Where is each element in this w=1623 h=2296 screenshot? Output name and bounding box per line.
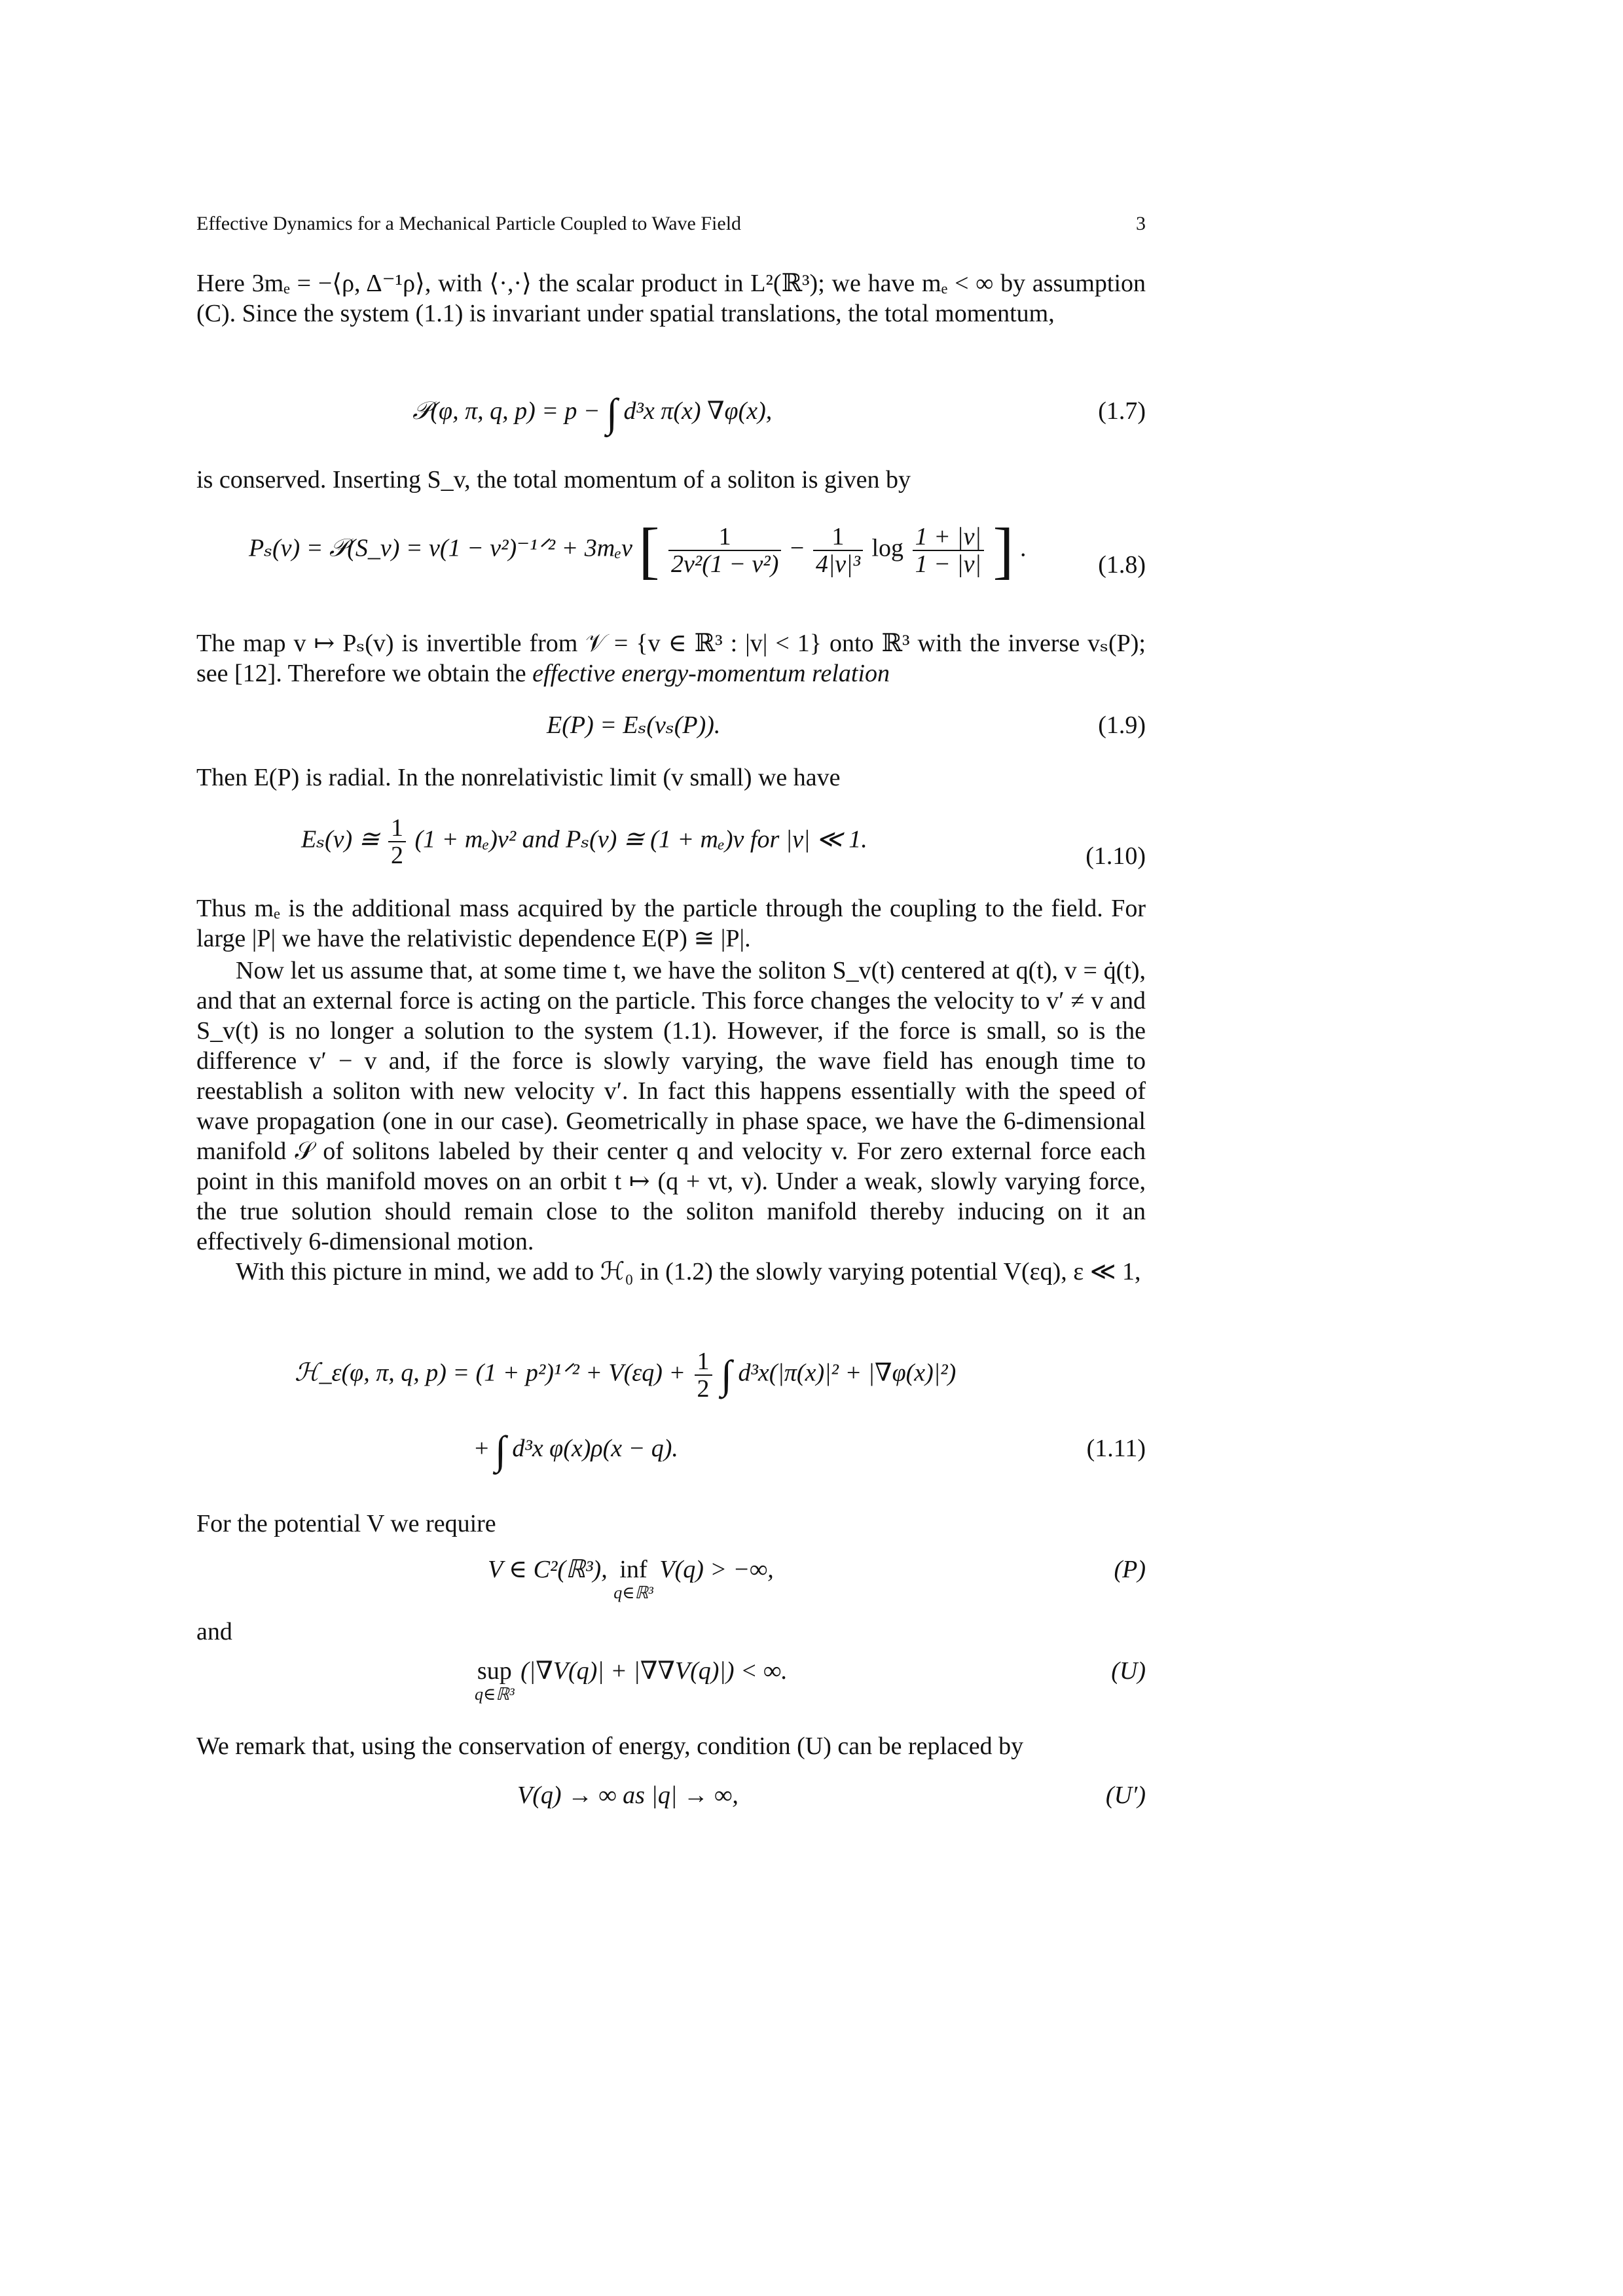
equation-1-8: Pₛ(v) = 𝒫(S_v) = v(1 − v²)⁻¹ᐟ² + 3mₑv [ $\frac{1}{\text{2v²(1 − v²)}}$ − $\frac{1}{\text{4|v|³}}$ log $\frac{1 + |v|}{1 - |v|}$ ] . (1.8) xyxy=(249,515,1146,585)
paragraph-2: is conserved. Inserting S_v, the total momentum of a soliton is given by xyxy=(196,466,911,493)
emphasis-relation: effective energy-momentum relation xyxy=(532,660,890,687)
running-head xyxy=(196,211,1146,237)
equation-U-prime xyxy=(196,1780,1146,1820)
eq-label-U-prime: (U′) xyxy=(1105,1782,1146,1809)
equation-1-11-line2: + ∫ d³x φ(x)ρ(x − q). (1.11) xyxy=(475,1428,1146,1473)
eq-1-7-rhs: d³x π(x) ∇φ(x), xyxy=(623,397,773,425)
equation-1-11-line1: ℋ_ε(φ, π, q, p) = (1 + p²)¹ᐟ² + V(εq) + $\frac{1}{2}$ ∫ d³x(|π(x)|² + |∇φ(x)|²) xyxy=(295,1348,957,1403)
paragraph-10: We remark that, using the conservation of energy, condition (U) can be replaced by xyxy=(196,1732,1024,1760)
eq-1-7-lhs: 𝒫(φ, π, q, p) = p − xyxy=(412,397,600,425)
fraction-half: $\frac{1}{2}$ xyxy=(388,815,406,869)
equation-P: V ∈ C²(ℝ³), inf q∈ℝ³ V(q) > −∞, (P) xyxy=(488,1556,1146,1602)
page-number: 3 xyxy=(1136,213,1146,234)
sup-operator: sup q∈ℝ³ xyxy=(475,1657,515,1704)
paragraph-9: and xyxy=(196,1618,232,1645)
eq-number-1-10: (1.10) xyxy=(1085,842,1146,870)
integral-sign: ∫ xyxy=(606,391,618,436)
fraction-2: $\frac{1}{\text{4|v|³}}$ xyxy=(813,524,863,577)
paragraph-3: The map v ↦ Pₛ(v) is invertible from 𝒱 = {v ∈ ℝ³ : |v| < 1} onto ℝ³ with the inverse vₛ(P); see [12]. Therefore we obtain the effective energy-momentum relation xyxy=(196,630,1146,687)
equation-U: sup q∈ℝ³ (|∇V(q)| + |∇∇V(q)|) < ∞. (U) xyxy=(475,1657,1146,1704)
eq-number-1-8: (1.8) xyxy=(1098,551,1146,579)
eq-label-U: (U) xyxy=(1111,1657,1146,1685)
eq-1-9-body: E(P) = Eₛ(vₛ(P)). xyxy=(547,711,721,739)
paragraph-6: Now let us assume that, at some time t, we have the soliton S_v(t) centered at q(t), v = q̇(t), and that an external force is acting on the particle. This force changes the velocity to v′ ≠ v and S_v(t) is no longer a solution to the system (1.1). However, if the force is small, so is the difference v′ − v and, if the force is slowly varying, the wave field has enough time to reestablish a soliton with new velocity v′. In fact this happens essentially with the speed of wave propagation (one in our case). Geometrically in phase space, we have the 6-dimensional manifold 𝒮 of solitons labeled by their center q and velocity v. For zero external force each point in this manifold moves on an orbit t ↦ (q + vt, v). Under a weak, slowly varying force, the true solution should remain close to the soliton manifold thereby inducing on it an effectively 6-dimensional motion. xyxy=(196,957,1146,1255)
eq-label-P: (P) xyxy=(1114,1556,1146,1583)
paragraph-8: For the potential V we require xyxy=(196,1510,496,1537)
equation-1-10: Eₛ(v) ≅ $\frac{1}{2}$ (1 + mₑ)v² and Pₛ(v) ≅ (1 + mₑ)v for |v| ≪ 1. (1.10) xyxy=(301,814,1146,870)
fraction-half-2: $\frac{1}{2}$ xyxy=(695,1348,712,1402)
eq-U-prime-body: V(q) → ∞ as |q| → ∞, xyxy=(517,1782,739,1809)
running-title: Effective Dynamics for a Mechanical Particle Coupled to Wave Field xyxy=(196,213,742,234)
eq-number-1-9: (1.9) xyxy=(1098,711,1146,739)
eq-number-1-11: (1.11) xyxy=(1086,1435,1146,1462)
equation-1-9 xyxy=(196,710,1146,749)
fraction-1: $\frac{1}{\text{2v²(1 − v²)}}$ xyxy=(668,524,781,577)
eq-number-1-7: (1.7) xyxy=(1098,397,1146,425)
fraction-3: $\frac{1 + |v|}{1 - |v|}$ xyxy=(913,524,984,577)
paragraph-1: Here 3mₑ = −⟨ρ, Δ⁻¹ρ⟩, with ⟨·,·⟩ the scalar product in L²(ℝ³); we have mₑ < ∞ by assumption (C). Since the system (1.1) is invariant under spatial translations, the total momentum, xyxy=(196,270,1146,327)
paragraph-7: With this picture in mind, we add to ℋ₀ in (1.2) the slowly varying potential V(εq), ε ≪ 1, xyxy=(236,1258,1141,1285)
inf-operator: inf q∈ℝ³ xyxy=(613,1556,653,1602)
paragraph-5: Thus mₑ is the additional mass acquired by the particle through the coupling to the field. For large |P| we have the relativistic dependence E(P) ≅ |P|. xyxy=(196,895,1146,952)
equation-1-7 xyxy=(196,391,1146,436)
paragraph-4: Then E(P) is radial. In the nonrelativistic limit (v small) we have xyxy=(196,764,841,791)
eq-1-8-lhs: Pₛ(v) = 𝒫(S_v) = v(1 − v²)⁻¹ᐟ² + 3mₑv xyxy=(249,534,632,562)
